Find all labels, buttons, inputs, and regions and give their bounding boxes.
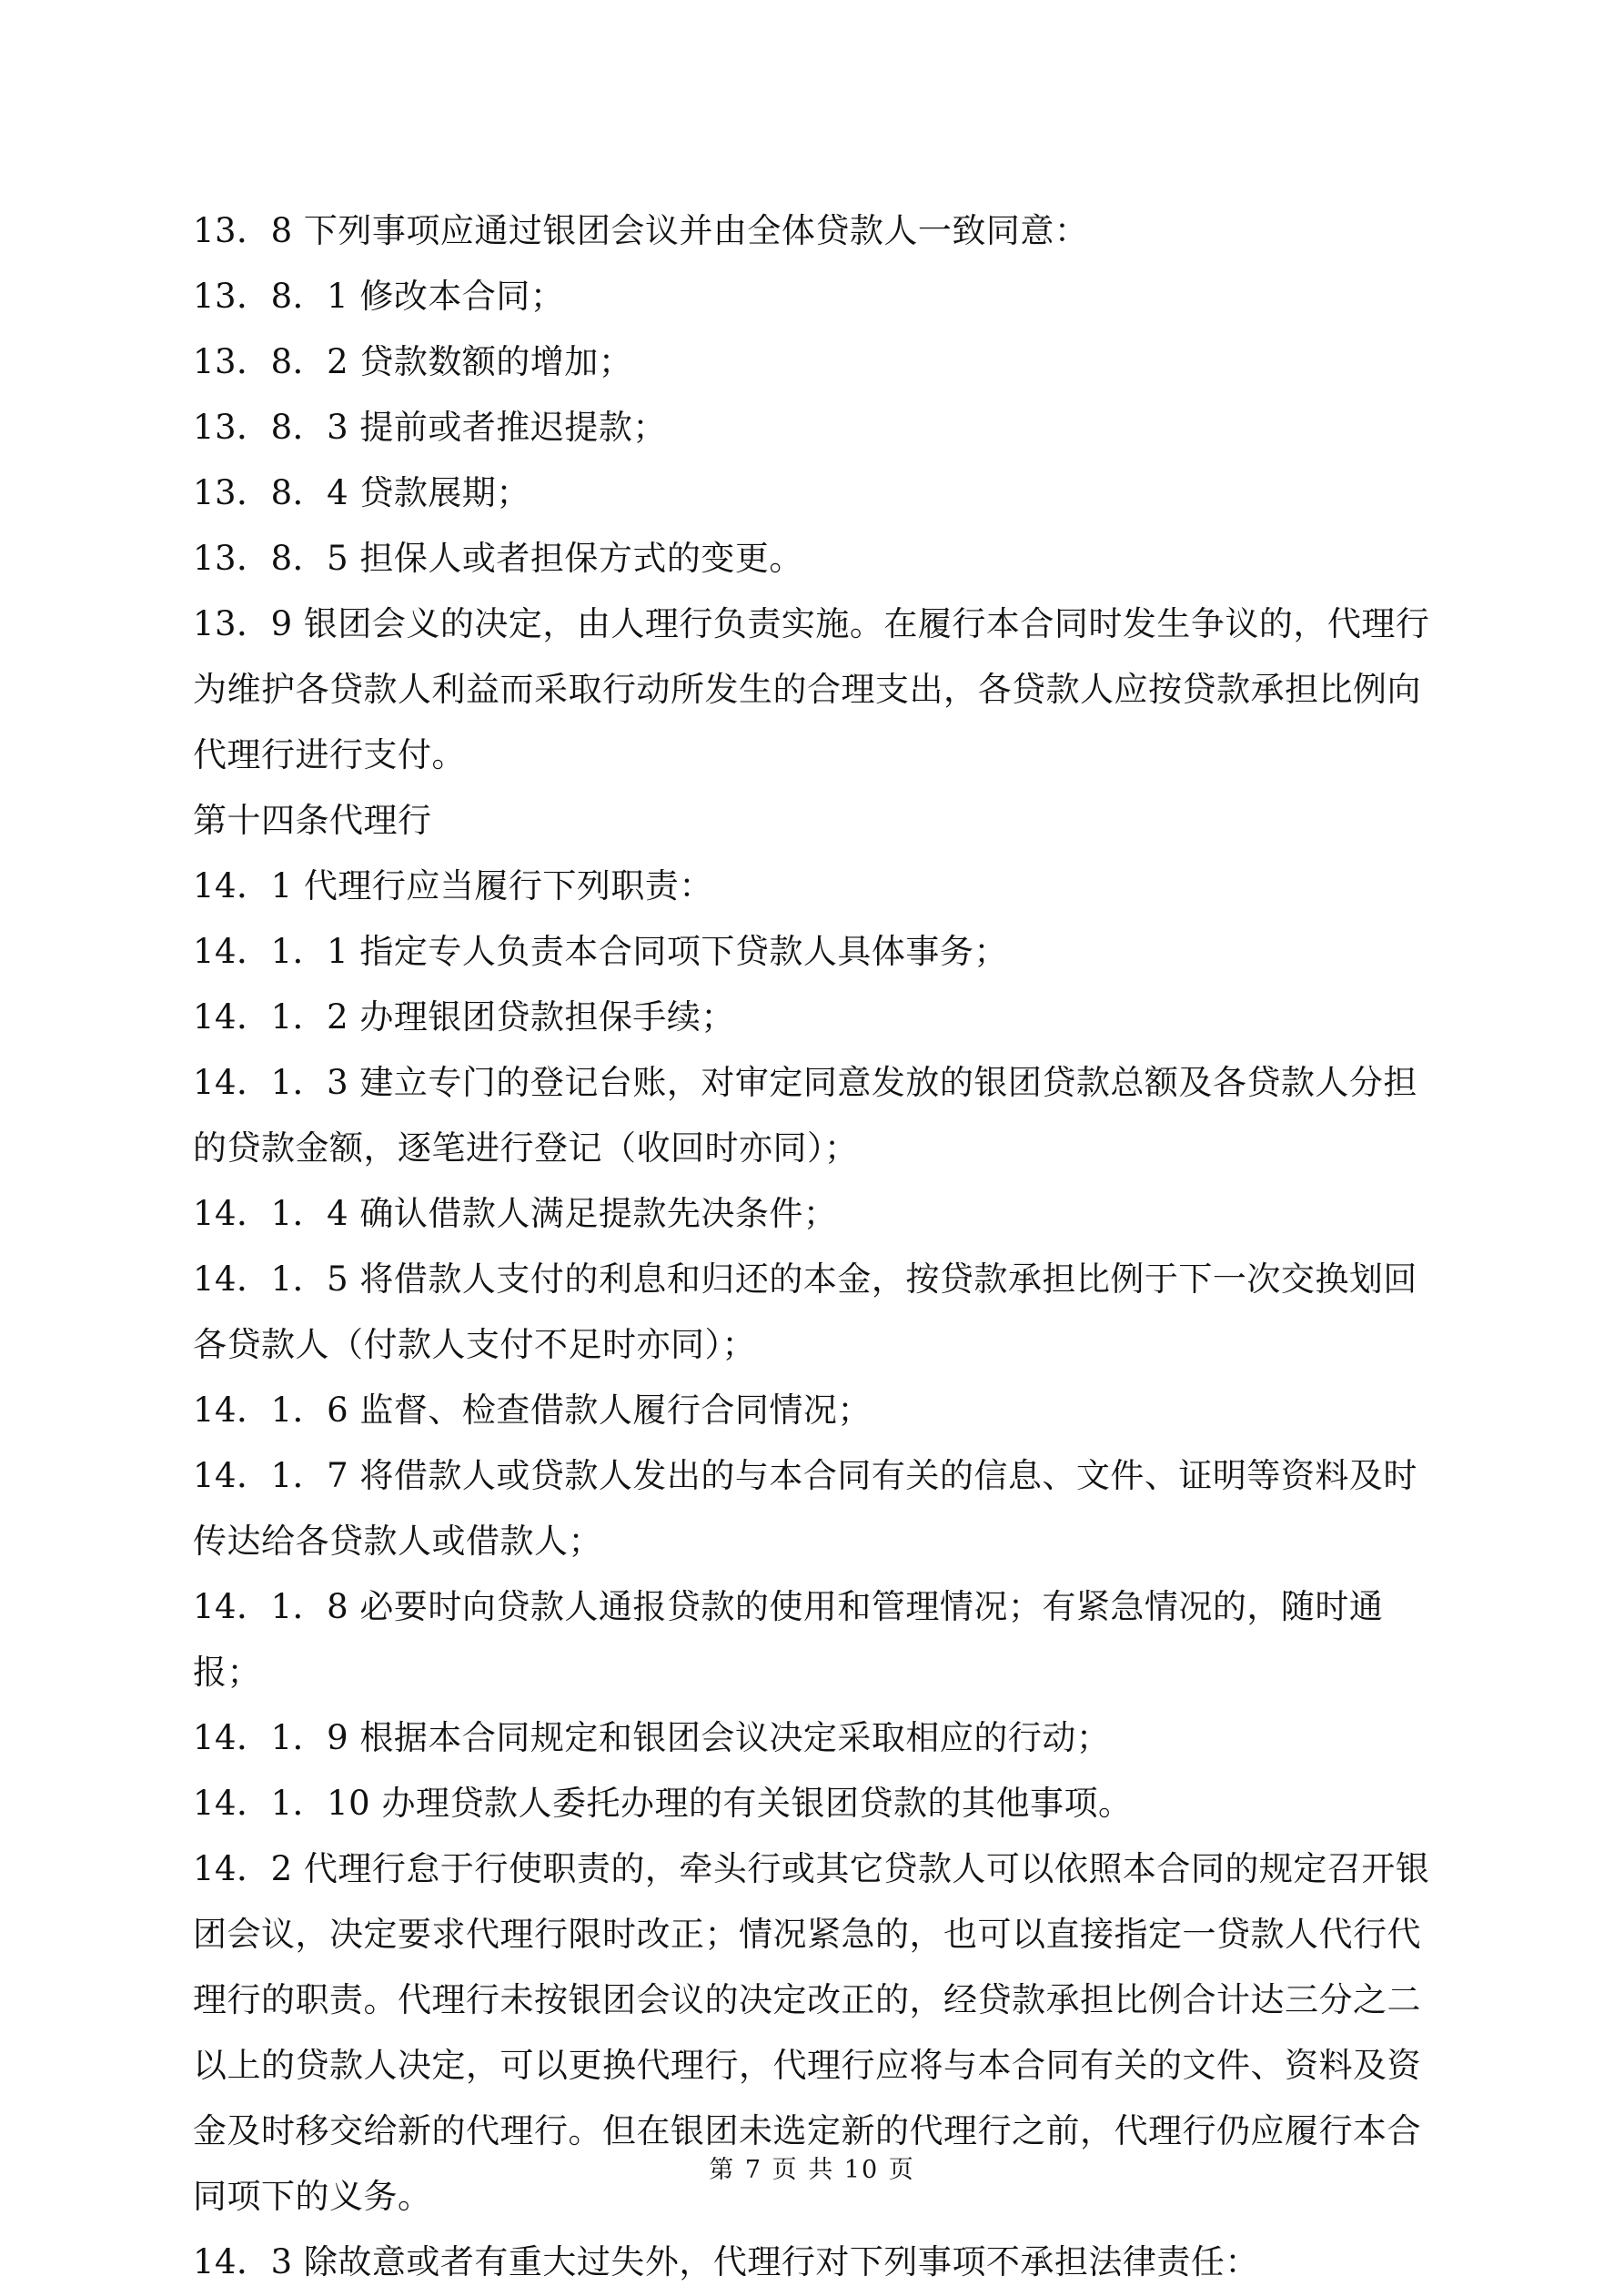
paragraph-14-3: 14．3 除故意或者有重大过失外，代理行对下列事项不承担法律责任： <box>193 2242 1259 2281</box>
page-number-footer: 第 7 页 共 10 页 <box>709 2156 915 2184</box>
paragraph-14-1-4: 14．1．4 确认借款人满足提款先决条件； <box>193 1194 838 1233</box>
paragraph-14-1-8: 14．1．8 必要时向贷款人通报贷款的使用和管理情况；有紧急情况的，随时通报； <box>193 1587 1384 1692</box>
paragraph-14-1-10: 14．1．10 办理贷款人委托办理的有关银团贷款的其他事项。 <box>193 1784 1133 1823</box>
paragraph-14-1-3: 14．1．3 建立专门的登记台账，对审定同意发放的银团贷款总额及各贷款人分担的贷款金额，逐笔进行登记（收回时亦同）； <box>193 1063 1417 1168</box>
paragraph-14-1-1: 14．1．1 指定专人负责本合同项下贷款人具体事务； <box>193 932 1008 971</box>
paragraph-13-8-1: 13．8．1 修改本合同； <box>193 277 565 316</box>
paragraph-14-1-5: 14．1．5 将借款人支付的利息和归还的本金，按贷款承担比例于下一次交换划回各贷款人（付款人支付不足时亦同）； <box>193 1259 1417 1364</box>
section-heading-article-14: 第十四条代理行 <box>193 801 432 840</box>
paragraph-14-1-2: 14．1．2 办理银团贷款担保手续； <box>193 997 735 1037</box>
paragraph-13-8-5: 13．8．5 担保人或者担保方式的变更。 <box>193 539 803 578</box>
paragraph-14-1-7: 14．1．7 将借款人或贷款人发出的与本合同有关的信息、文件、证明等资料及时传达给各贷款人或借款人； <box>193 1456 1417 1561</box>
paragraph-14-1: 14．1 代理行应当履行下列职责： <box>193 866 713 905</box>
paragraph-14-1-6: 14．1．6 监督、检查借款人履行合同情况； <box>193 1391 872 1430</box>
paragraph-13-9: 13．9 银团会义的决定，由人理行负责实施。在履行本合同时发生争议的，代理行为维护各贷款人利益而采取行动所发生的合理支出，各贷款人应按贷款承担比例向代理行进行支付。 <box>193 604 1430 774</box>
paragraph-14-1-9: 14．1．9 根据本合同规定和银团会议决定采取相应的行动； <box>193 1718 1111 1757</box>
paragraph-13-8-3: 13．8．3 提前或者推迟提款； <box>193 408 667 447</box>
paragraph-14-2: 14．2 代理行怠于行使职责的，牵头行或其它贷款人可以依照本合同的规定召开银团会议，决定要求代理行限时改正；情况紧急的，也可以直接指定一贷款人代行代理行的职责。代理行未按银团会议的决定改正的，经贷款承担比例合计达三分之二以上的贷款人决定，可以更换代理行，代理行应将与本合同有关的文件、资料及资金及时移交给新的代理行。但在银团未选定新的代理行之前，代理行仍应履行本合同项下的义务。 <box>193 1849 1430 2216</box>
paragraph-13-8-2: 13．8．2 贷款数额的增加； <box>193 342 633 381</box>
paragraph-13-8: 13．8 下列事项应通过银团会议并由全体贷款人一致同意： <box>193 211 1089 250</box>
document-body <box>193 198 1439 2295</box>
paragraph-13-8-4: 13．8．4 贷款展期； <box>193 473 530 512</box>
